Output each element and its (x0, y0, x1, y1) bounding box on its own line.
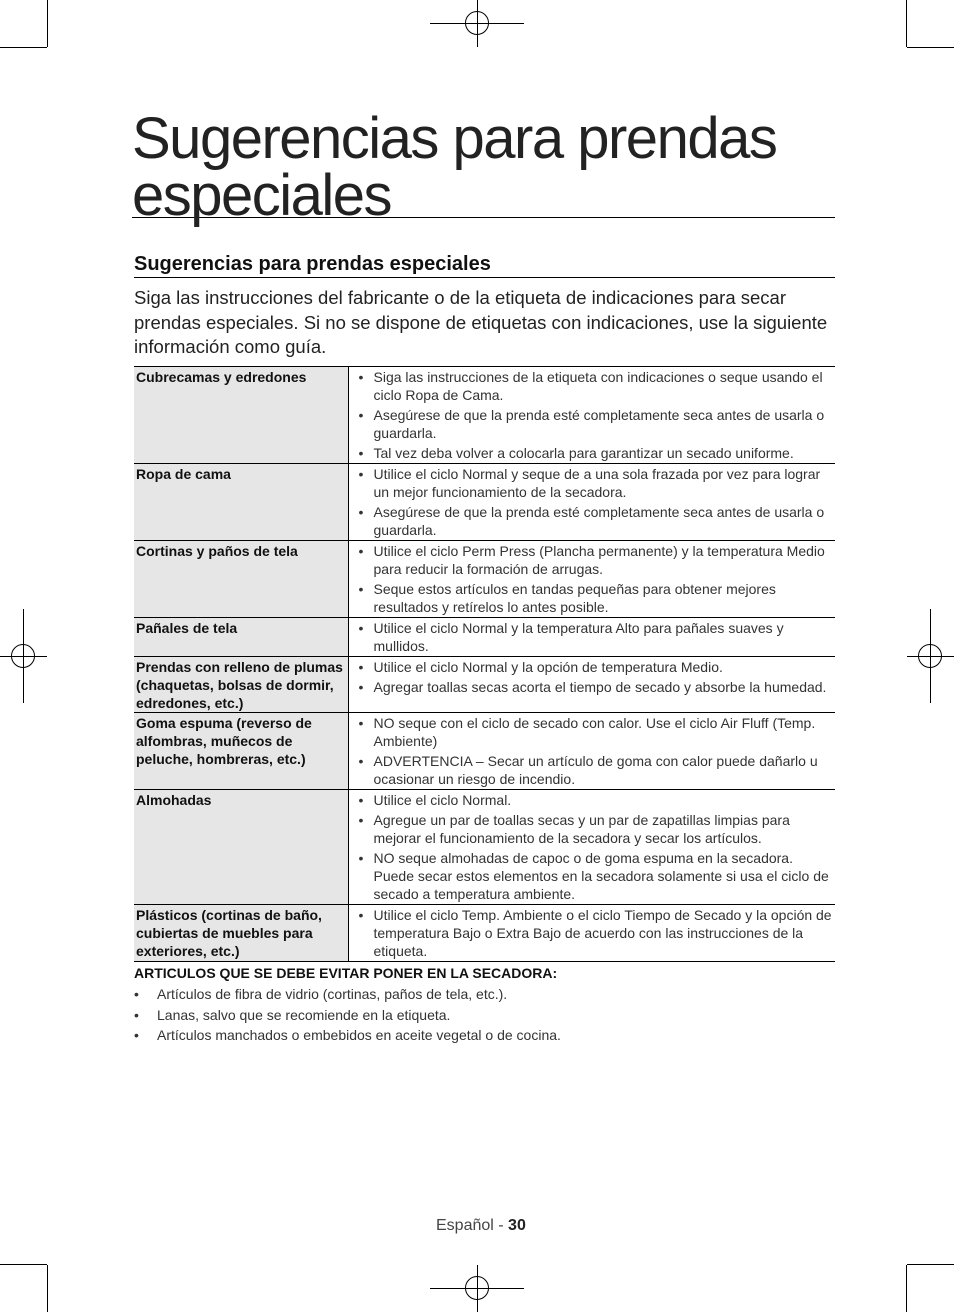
avoid-item-text: Artículos manchados o embebidos en aceite vegetal o de cocina. (157, 1027, 561, 1043)
bullet-icon: • (358, 543, 364, 559)
tip-text: ADVERTENCIA – Secar un artículo de goma con calor puede dañarlo u ocasionar un riesgo de incendio. (373, 753, 818, 787)
tip-item (349, 579, 834, 616)
garment-category: Ropa de cama (134, 464, 348, 541)
page-title (132, 106, 835, 228)
tip-item (349, 713, 834, 750)
bullet-icon: • (358, 369, 364, 385)
garment-category: Plásticos (cortinas de baño, cubiertas de muebles para exteriores, etc.) (134, 905, 348, 962)
tip-text: Utilice el ciclo Normal. (373, 792, 512, 808)
bullet-icon: • (358, 407, 364, 423)
garment-tips (348, 713, 835, 790)
page-title-line-2: especiales (132, 163, 392, 228)
crop-mark (0, 1264, 47, 1265)
bullet-icon: • (134, 986, 139, 1002)
tip-item (349, 502, 834, 539)
bullet-icon: • (358, 659, 364, 675)
garment-category: Cubrecamas y edredones (134, 367, 348, 464)
table-row (134, 541, 835, 618)
garment-tips (348, 541, 835, 618)
tip-item (349, 905, 834, 960)
tip-text: Utilice el ciclo Perm Press (Plancha permanente) y la temperatura Medio para reducir la formación de arrugas. (373, 543, 825, 577)
tip-item (349, 810, 834, 847)
registration-circle (465, 1276, 489, 1300)
bullet-icon: • (358, 850, 364, 866)
special-garments-table (134, 366, 835, 962)
bullet-icon: • (358, 581, 364, 597)
intro-paragraph: Siga las instrucciones del fabricante o de la etiqueta de indicaciones para secar prendas especiales. Si no se dispone de etiquetas con indicaciones, use la siguiente información como guía. (134, 287, 828, 357)
bullet-icon: • (358, 504, 364, 520)
avoid-list (134, 984, 834, 1046)
avoid-item-text: Artículos de fibra de vidrio (cortinas, paños de tela, etc.). (157, 986, 508, 1002)
tip-text: Utilice el ciclo Temp. Ambiente o el ciclo Tiempo de Secado y la opción de temperatura Bajo o Extra Bajo de acuerdo con las instrucciones de la etiqueta. (373, 907, 832, 959)
tip-text: Tal vez deba volver a colocarla para garantizar un secado uniforme. (373, 445, 794, 461)
tip-text: Seque estos artículos en tandas pequeñas para obtener mejores resultados y retírelos lo antes posible. (373, 581, 776, 615)
table-row (134, 367, 835, 464)
crop-mark (47, 1265, 48, 1312)
tip-item (349, 443, 834, 462)
page-title-line-1: Sugerencias para prendas (132, 106, 777, 171)
garment-category: Goma espuma (reverso de alfombras, muñecos de peluche, hombreras, etc.) (134, 713, 348, 790)
garment-category: Pañales de tela (134, 618, 348, 657)
list-item (134, 1005, 834, 1026)
registration-circle (918, 644, 942, 668)
bullet-icon: • (134, 1027, 139, 1043)
table-row (134, 618, 835, 657)
tip-item (349, 618, 834, 655)
table-row (134, 657, 835, 713)
bullet-icon: • (358, 715, 364, 731)
tip-item (349, 405, 834, 442)
tip-text: Agregue un par de toallas secas y un par de zapatillas limpias para mejorar el funcionamiento de la secadora y secar los artículos. (373, 812, 790, 846)
crop-mark (906, 0, 907, 47)
tip-text: Asegúrese de que la prenda esté completamente seca antes de usarla o guardarla. (373, 504, 825, 538)
tip-item (349, 848, 834, 903)
registration-circle (11, 644, 35, 668)
garment-category: Prendas con relleno de plumas (chaquetas, bolsas de dormir, edredones, etc.) (134, 657, 348, 713)
table-body (134, 367, 835, 962)
garment-tips (348, 790, 835, 905)
footer-language: Español - (436, 1217, 509, 1234)
tip-item (349, 464, 834, 501)
table-row (134, 905, 835, 962)
table-row (134, 790, 835, 905)
garment-tips (348, 657, 835, 713)
tip-text: NO seque almohadas de capoc o de goma espuma en la secadora. Puede secar estos elementos en la secadora solamente si usa el ciclo de secado a temperatura ambiente. (373, 850, 829, 902)
avoid-item-text: Lanas, salvo que se recomiende en la etiqueta. (157, 1006, 451, 1023)
tip-item (349, 657, 834, 676)
list-item (134, 984, 834, 1005)
bullet-icon: • (358, 753, 364, 769)
list-item (134, 1025, 834, 1046)
tip-item (349, 367, 834, 404)
bullet-icon: • (358, 679, 364, 695)
bullet-icon: • (358, 792, 364, 808)
page-footer (436, 1217, 526, 1235)
garment-tips (348, 367, 835, 464)
garment-category: Cortinas y paños de tela (134, 541, 348, 618)
tip-text: Utilice el ciclo Normal y seque de a una sola frazada por vez para lograr un mejor funcionamiento de la secadora. (373, 466, 821, 500)
bullet-icon: • (358, 466, 364, 482)
bullet-icon: • (134, 1006, 139, 1023)
crop-mark (0, 47, 47, 48)
tip-item (349, 751, 834, 788)
registration-circle (465, 11, 489, 35)
tip-text: Siga las instrucciones de la etiqueta con indicaciones o seque usando el ciclo Ropa de Cama. (373, 369, 823, 403)
tip-item (349, 541, 834, 578)
bullet-icon: • (358, 620, 364, 636)
tip-text: NO seque con el ciclo de secado con calor. Use el ciclo Air Fluff (Temp. Ambiente) (373, 715, 816, 749)
crop-mark (907, 1264, 954, 1265)
tip-text: Utilice el ciclo Normal y la opción de temperatura Medio. (373, 659, 723, 675)
garment-tips (348, 905, 835, 962)
table-row (134, 464, 835, 541)
garment-tips (348, 464, 835, 541)
garment-category: Almohadas (134, 790, 348, 905)
bullet-icon: • (358, 907, 364, 923)
section-heading: Sugerencias para prendas especiales (134, 252, 835, 278)
tip-text: Agregar toallas secas acorta el tiempo de secado y absorbe la humedad. (373, 679, 827, 695)
tip-text: Asegúrese de que la prenda esté completamente seca antes de usarla o guardarla. (373, 407, 825, 441)
tip-item (349, 677, 834, 696)
tip-text: Utilice el ciclo Normal y la temperatura Alto para pañales suaves y mullidos. (373, 620, 784, 654)
crop-mark (907, 47, 954, 48)
page-number: 30 (508, 1217, 526, 1234)
crop-mark (47, 0, 48, 47)
avoid-heading: ARTICULOS QUE SE DEBE EVITAR PONER EN LA SECADORA: (134, 965, 558, 981)
garment-tips (348, 618, 835, 657)
bullet-icon: • (358, 812, 364, 828)
bullet-icon: • (358, 445, 364, 461)
tip-item (349, 790, 834, 809)
table-row (134, 713, 835, 790)
crop-mark (906, 1265, 907, 1312)
